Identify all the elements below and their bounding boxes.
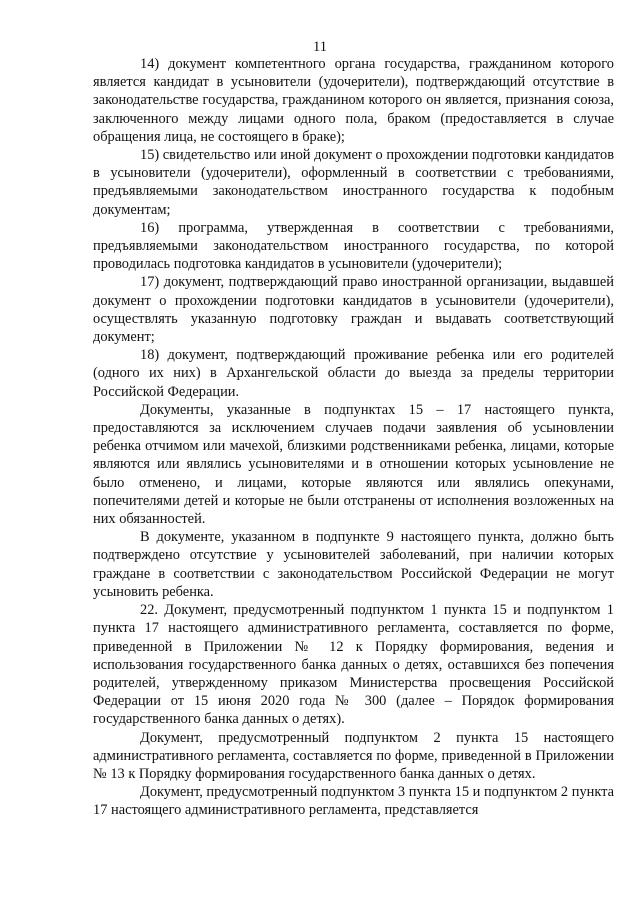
paragraph-health-confirmation: В документе, указанном в подпункте 9 настоящего пункта, должно быть подтверждено отсутствие у усыновителей заболеваний, при наличии которых граждане в соответствии с законодательством Российской Федерации не могут усыновить ребенка. [93,529,614,600]
page-number: 11 [313,39,327,55]
paragraph-item-15: 15) свидетельство или иной документ о прохождении подготовки кандидатов в усыновители (удочерители), оформленный в соответствии с требованиями, предъявляемыми законодательством иностранного государства к подобным документам; [93,147,614,218]
paragraph-section-22: 22. Документ, предусмотренный подпунктом 1 пункта 15 и подпунктом 1 пункта 17 настоящего административного регламента, составляется по форме, приведенной в Приложении № 12 к Порядку формирования, ведения и использования государственного банка данных о детях, оставшихся без попечения родителей, утвержденному приказом Министерства просвещения Российской Федерации от 15 июня 2020 года № 300 (далее – Порядок формирования государственного банка данных о детях). [93,602,614,728]
paragraph-documents-exceptions: Документы, указанные в подпунктах 15 – 17 настоящего пункта, предоставляются за исключением случаев подачи заявления об усыновлении ребенка отчимом или мачехой, близкими родственниками ребенка, лицами, которые являются или являлись усыновителями и в отношении которых усыновление не было отменено, и лицами, которые являются или являлись опекунами, попечителями детей и которые не были отстранены от исполнения возложенных на них обязанностей. [93,401,614,528]
paragraph-continued: Документ, предусмотренный подпунктом 3 пункта 15 и подпунктом 2 пункта 17 настоящего административного регламента, представляется [93,784,614,819]
document-body [93,55,614,820]
paragraph-form-appendix-13: Документ, предусмотренный подпунктом 2 пункта 15 настоящего административного регламента, составляется по форме, приведенной в Приложении № 13 к Порядку формирования государственного банка данных о детях. [93,729,614,782]
paragraph-item-17: 17) документ, подтверждающий право иностранной организации, выдавшей документ о прохождении подготовки кандидатов в усыновители (удочерители), осуществлять указанную подготовку граждан и выдавать соответствующий документ; [93,274,614,346]
paragraph-item-14: 14) документ компетентного органа государства, гражданином которого является кандидат в усыновители (удочерители), подтверждающий отсутствие в законодательстве государства, гражданином которого он является, признания союза, заключенного между лицами одного пола, браком (предоставляется в случае обращения лица, не состоящего в браке); [93,56,614,145]
paragraph-item-18: 18) документ, подтверждающий проживание ребенка или его родителей (одного их них) в Архангельской области до выезда за пределы территории Российской Федерации. [93,347,614,400]
paragraph-item-16: 16) программа, утвержденная в соответствии с требованиями, предъявляемыми законодательством иностранного государства, по которой проводилась подготовка кандидатов в усыновители (удочерители); [93,219,614,273]
